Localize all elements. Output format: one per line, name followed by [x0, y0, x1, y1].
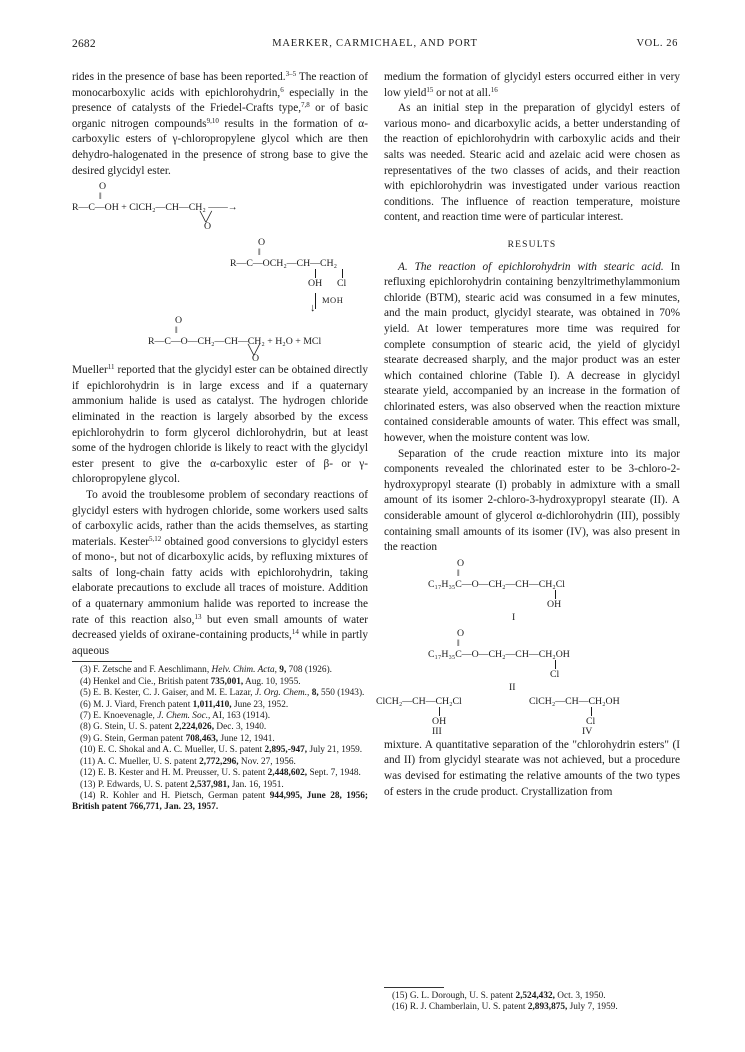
footnote: (14) R. Kohler and H. Pietsch, German patent 944,995, June 28, 1956; British patent 766,771, Jan. 23, 1957.: [72, 790, 368, 813]
volume-label: VOL. 26: [636, 38, 678, 49]
footnote: (6) M. J. Viard, French patent 1,011,410, June 23, 1952.: [80, 699, 289, 710]
chloro-group: Cl: [550, 668, 560, 680]
reaction-product: R—C—O—CH₂—CH—CH₂ + H₂O + MCl: [148, 336, 322, 348]
epoxide-bonds: ╲╱: [200, 212, 212, 224]
footnote: (7) E. Knoevenagle, J. Chem. Soc., AI, 163 (1914).: [80, 711, 271, 722]
paragraph: Mueller$^{11}$ reported that the glycidyl ester can be obtained directly if epichlorohydrin is in large excess and if a quaternary ammonium halide is used as catalyst. The hydrogen chloride eliminated in the reaction is largely absorbed by the excess epichlorohydrin to form glycerol dichlorohydrin, but at least some of the hydrogen chloride is likely to react with the glycidyl ester present to give the α-carboxylic ester of β- or γ-chloropropylene glycol.: [72, 363, 368, 486]
carbonyl-o: O: [457, 627, 465, 639]
double-bond: ‖: [175, 325, 178, 337]
double-bond: ‖: [457, 567, 460, 579]
paragraph: To avoid the troublesome problem of secondary reactions of glycidyl esters with hydrogen chloride, some workers used salts of carboxylic acids, rather than the acids themselves, as starting materials. Kester$^{5,12}$ obtained good conversions to glycidyl esters of mono-, but not of dicarboxylic acids, by refluxing mixtures of salts of long-chain fatty acids with epichlorohydrin, taking elaborate precautions to exclude all traces of moisture. Addition of a quaternary ammonium halide was reported to increase the rate of this reaction also,$^{13}$ but even small amounts of water decreased yields of oxirane-containing products,$^{14}$ while in partly aqueous: [72, 488, 369, 657]
chloro-group: Cl: [337, 278, 347, 290]
footnote: (11) A. C. Mueller, U. S. patent 2,772,296, Nov. 27, 1956.: [80, 756, 296, 767]
footnote: (4) Henkel and Cie., British patent 735,001, Aug. 10, 1955.: [80, 676, 301, 687]
right-column: [376, 70, 680, 800]
paragraph: medium the formation of glycidyl esters occurred either in very low yield$^{15}$ or not at all.$^{16}$: [384, 71, 680, 99]
structure-block: [376, 556, 680, 737]
hydroxyl-group: OH: [547, 598, 562, 610]
structure-label: IV: [582, 725, 593, 737]
hydroxyl-group: OH: [432, 715, 447, 727]
double-bond: ‖: [457, 637, 460, 649]
arrow-reagent: MOH: [322, 295, 344, 306]
paragraph: Separation of the crude reaction mixture into its major components revealed the chlorinated ester to be 3-chloro-2-hydroxypropyl stearate (I) probably in admixture with a small amount of its isomer 2-chloro-3-hydroxypropyl stearate (II). A considerable amount of glycerol α-dichlorohydrin (III), possibly containing small amounts of its isomer (IV), was also present in the reaction: [384, 447, 680, 554]
double-bond: ‖: [99, 191, 102, 203]
footnote: (9) G. Stein, German patent 708,463, June 12, 1941.: [80, 733, 275, 744]
footnotes: [72, 661, 368, 813]
structure-I: C₁₇H₃₅C—O—CH₂—CH—CH₂Cl: [428, 578, 565, 590]
section-heading: RESULTS: [507, 239, 557, 250]
paragraph: As an initial step in the preparation of glycidyl esters of various mono- and dicarboxylic acids, a better understanding of the reaction of epichlorohydrin with carboxylic acids and their salts was needed. Stearic acid and azelaic acid were chosen as representatives of the two classes of acids, and their reaction with epichlorohydrin was investigated under various reaction conditions. The influence of reaction temperature, moisture content, and reaction time were of particular interest.: [384, 102, 680, 224]
double-bond: ‖: [258, 247, 261, 259]
footnote: (5) E. B. Kester, C. J. Gaiser, and M. E. Lazar, J. Org. Chem., 8, 550 (1943).: [80, 688, 365, 699]
epoxide-bonds: ╲╱: [248, 345, 260, 357]
footnotes: [384, 985, 680, 1014]
epoxide-o: O: [252, 353, 260, 365]
reaction-intermediate: R—C—OCH₂—CH—CH₂: [230, 258, 337, 270]
epoxide-o: O: [204, 221, 212, 233]
chloro-group: Cl: [586, 715, 596, 727]
structure-II: C₁₇H₃₅C—O—CH₂—CH—CH₂OH: [428, 648, 570, 660]
footnote: (12) E. B. Kester and H. M. Preusser, U. S. patent 2,448,602, Sept. 7, 1948.: [80, 768, 361, 779]
structure-label: II: [509, 681, 516, 693]
structure-label: I: [512, 611, 516, 623]
hydroxyl-group: OH: [308, 278, 323, 290]
running-header: [72, 38, 678, 54]
paragraph: A. The reaction of epichlorohydrin with stearic acid. In refluxing epichlorohydrin containing benzyltrimethylammonium chloride (BTM), stearic acid was consumed in a few minutes, and the main product, glycidyl stearate, was obtained in 70% yield. At lower temperatures more time was required for complete consumption of stearic acid, the yield of glycidyl stearate decreased sharply, and the major product was an ester which contained chlorine (Table I). A decrease in glycidyl stearate yield, accompanied by an increase in the formation of chlorinated esters, was also observed when the reaction mixture contained considerable amounts of water. This effect was small, however, when the moisture content was low.: [384, 260, 680, 445]
carbonyl-o: O: [175, 315, 183, 327]
footnote: (15) G. L. Dorough, U. S. patent 2,524,432, Oct. 3, 1950.: [392, 991, 606, 1001]
reaction-scheme: [72, 179, 368, 365]
footnote: (3) F. Zetsche and F. Aeschlimann, Helv. Chim. Acta, 9, 708 (1926).: [80, 665, 332, 676]
paragraph: mixture. A quantitative separation of the "chlorohydrin esters" (I and II) from glycidyl stearate was not achieved, but a procedure was devised for estimating the relative amounts of the two types of esters in the crude product. Crystallization from: [384, 738, 680, 798]
carbonyl-o: O: [99, 181, 107, 193]
carbonyl-o: O: [457, 557, 465, 569]
structure-IV: ClCH₂—CH—CH₂OH: [529, 695, 620, 707]
footnote: (13) P. Edwards, U. S. patent 2,537,981, Jan. 16, 1951.: [80, 779, 284, 790]
reaction-step-1: R—C—OH + ClCH₂—CH—CH₂ ——→: [72, 202, 238, 214]
left-column: [72, 70, 368, 814]
paragraph: rides in the presence of base has been reported.$^{3-5}$ The reaction of monocarboxylic acids with epichlorohydrin,$^6$ especially in the presence of catalysts of the Friedel-Crafts type,$^{7,8}$ or of basic organic nitrogen compounds$^{9,10}$ results in the formation of α-carboxylic esters of γ-chloropropylene glycol which are then dehydro-halogenated in the presence of strong base to give the desired glycidyl ester.: [72, 70, 369, 177]
footnote: (16) R. J. Chamberlain, U. S. patent 2,893,875, July 7, 1959.: [392, 1002, 618, 1013]
footnote: (10) E. C. Shokal and A. C. Mueller, U. S. patent 2,895,-947, July 21, 1959.: [80, 745, 363, 756]
carbonyl-o: O: [258, 237, 266, 249]
structure-label: III: [432, 725, 442, 737]
structure-III: ClCH₂—CH—CH₂Cl: [376, 695, 462, 707]
page-number: 2682: [72, 38, 96, 50]
footnote: (8) G. Stein, U. S. patent 2,224,026, Dec. 3, 1940.: [80, 722, 267, 733]
down-arrow-icon: ↓: [310, 302, 316, 315]
running-authors: MAERKER, CARMICHAEL, AND PORT: [272, 38, 478, 49]
